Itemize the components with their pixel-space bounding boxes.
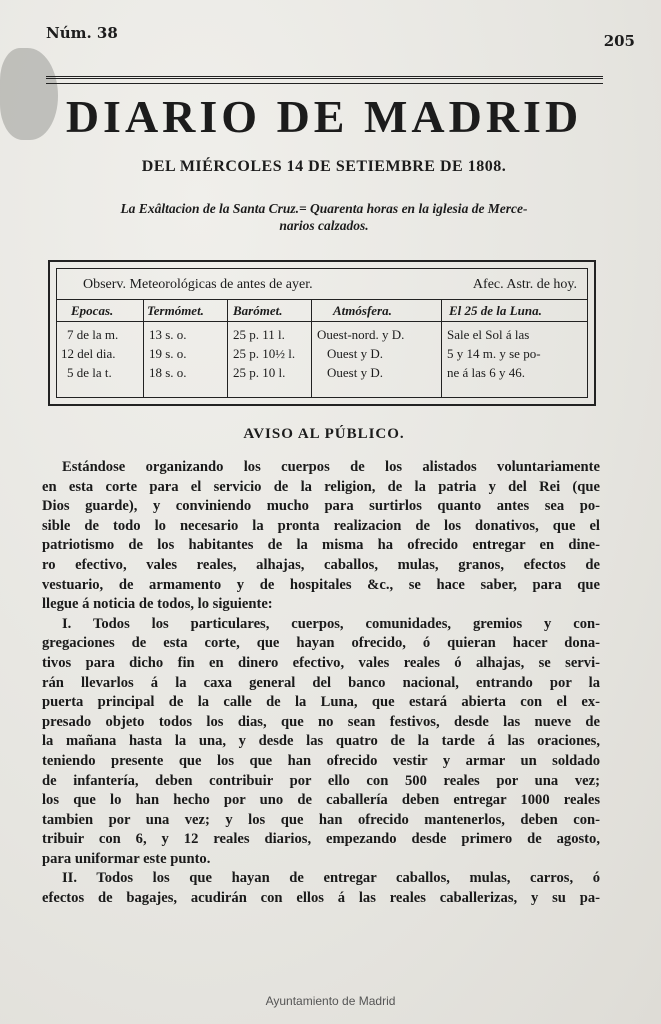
- col-header-atmosfera: Atmósfera.: [333, 303, 392, 318]
- page-number: 205: [603, 32, 635, 50]
- feast-line-1: La Exâltacion de la Santa Cruz.= Quarenta horas en la iglesia de Merce-: [120, 201, 528, 216]
- col-header-epocas: Epocas.: [71, 303, 114, 318]
- atmosfera-cell: Ouest y D.: [327, 346, 383, 361]
- epocas-cell: 5 de la t.: [67, 365, 112, 380]
- luna-cell: 5 y 14 m. y se po-: [447, 346, 541, 361]
- body-line: rán llevarlos á la caxa general del banco nacional, entrando por la: [42, 674, 600, 691]
- body-line: puerta principal de la calle de la Luna, que estará abierta con el ex-: [42, 694, 600, 711]
- meteorological-table: [48, 260, 596, 406]
- dateline: DEL MIÉRCOLES 14 DE SETIEMBRE DE 1808.: [141, 158, 507, 175]
- epocas-cell: 12 del dia.: [61, 346, 116, 361]
- body-line: Estándose organizando los cuerpos de los alistados voluntariamente: [62, 459, 600, 475]
- body-line: I. Todos los particulares, cuerpos, comunidades, gremios y con-: [62, 615, 600, 632]
- top-rule: [46, 76, 603, 84]
- termometro-cell: 19 s. o.: [149, 346, 187, 361]
- atmosfera-cell: Ouest y D.: [327, 365, 383, 380]
- barometro-cell: 25 p. 11 l.: [233, 327, 285, 342]
- body-line: Dios guarde), y conviniendo mucho para surtirlos quanto antes sea po-: [42, 498, 600, 515]
- body-line: en esta corte para el servicio de la religion, de la patria y del Rei (que: [42, 478, 600, 495]
- col-header-barometro: Barómet.: [233, 303, 283, 318]
- masthead-title: DIARIO DE MADRID: [65, 91, 583, 142]
- body-line: tambien por una vez; y los que han ofrecido mantenerlos, deben con-: [42, 811, 600, 828]
- body-line: gregaciones de esta corte, que hayan ofrecido, ó quieran hacer dona-: [42, 635, 600, 652]
- body-line: para uniformar este punto.: [42, 850, 211, 867]
- body-line: vestuario, de armamento y de hospitales &c., se hace saber, para que: [42, 576, 600, 593]
- col-divider: [441, 299, 442, 397]
- meteo-title-left: Observ. Meteorológicas de antes de ayer.: [83, 277, 313, 292]
- termometro-cell: 18 s. o.: [149, 365, 187, 380]
- col-divider: [311, 299, 312, 397]
- body-line: los que lo han hecho por uno de caballería deben entregar 1000 reales: [42, 792, 600, 809]
- col-divider: [143, 299, 144, 397]
- body-line: ro efectivo, vales reales, alhajas, caballos, mulas, granos, efectos de: [42, 556, 600, 573]
- meteo-rule-1: [57, 299, 587, 300]
- body-line: llegue á noticia de todos, lo siguiente:: [42, 596, 273, 613]
- col-header-luna: El 25 de la Luna.: [449, 303, 542, 318]
- page-header: [46, 24, 635, 50]
- body-line: patriotismo de los habitantes de la misma ha ofrecido entregar en dine-: [42, 537, 600, 554]
- body-line: de infantería, deben contribuir por ello con 500 reales por una vez;: [42, 772, 600, 789]
- archive-credit: Ayuntamiento de Madrid: [265, 994, 396, 1008]
- body-line: tivos para dicho fin en dinero efectivo, vales reales ó alhajas, se servi-: [42, 654, 600, 671]
- body-line: sible de todo lo necesario la pronta realizacion de los donativos, que el: [42, 517, 600, 534]
- meteo-rule-2: [57, 321, 587, 322]
- body-line: presado objeto todos los dias, que no sean festivos, desde las nueve de: [42, 713, 600, 730]
- col-header-termometro: Termómet.: [147, 303, 204, 318]
- body-line: tribuir con 6, y 12 reales diarios, empezando desde primero de agosto,: [42, 831, 600, 848]
- body-line: la mañana hasta la una, y desde las quatro de la tarde á las oraciones,: [42, 733, 600, 750]
- feast-line-2: narios calzados.: [279, 218, 369, 233]
- luna-cell: Sale el Sol á las: [447, 327, 530, 342]
- col-divider: [227, 299, 228, 397]
- epocas-cell: 7 de la m.: [67, 327, 119, 342]
- meteo-inner-frame: [56, 268, 588, 398]
- body-line: II. Todos los que hayan de entregar caballos, mulas, carros, ó: [62, 870, 600, 887]
- notice-title: AVISO AL PÚBLICO.: [243, 426, 405, 442]
- body-line: teniendo presente que los que han ofrecido vestir y armar un soldado: [42, 752, 600, 769]
- meteo-title-right: Afec. Astr. de hoy.: [472, 277, 577, 292]
- barometro-cell: 25 p. 10½ l.: [233, 346, 296, 361]
- luna-cell: ne á las 6 y 46.: [447, 365, 525, 380]
- issue-number: Núm. 38: [46, 24, 118, 42]
- notice-body: [42, 458, 600, 909]
- atmosfera-cell: Ouest-nord. y D.: [317, 327, 405, 342]
- barometro-cell: 25 p. 10 l.: [233, 365, 286, 380]
- feast-notice: [46, 200, 602, 234]
- body-line: efectos de bagajes, acudirán con ellos á las reales caballerizas, y su pa-: [42, 890, 600, 907]
- termometro-cell: 13 s. o.: [149, 327, 187, 342]
